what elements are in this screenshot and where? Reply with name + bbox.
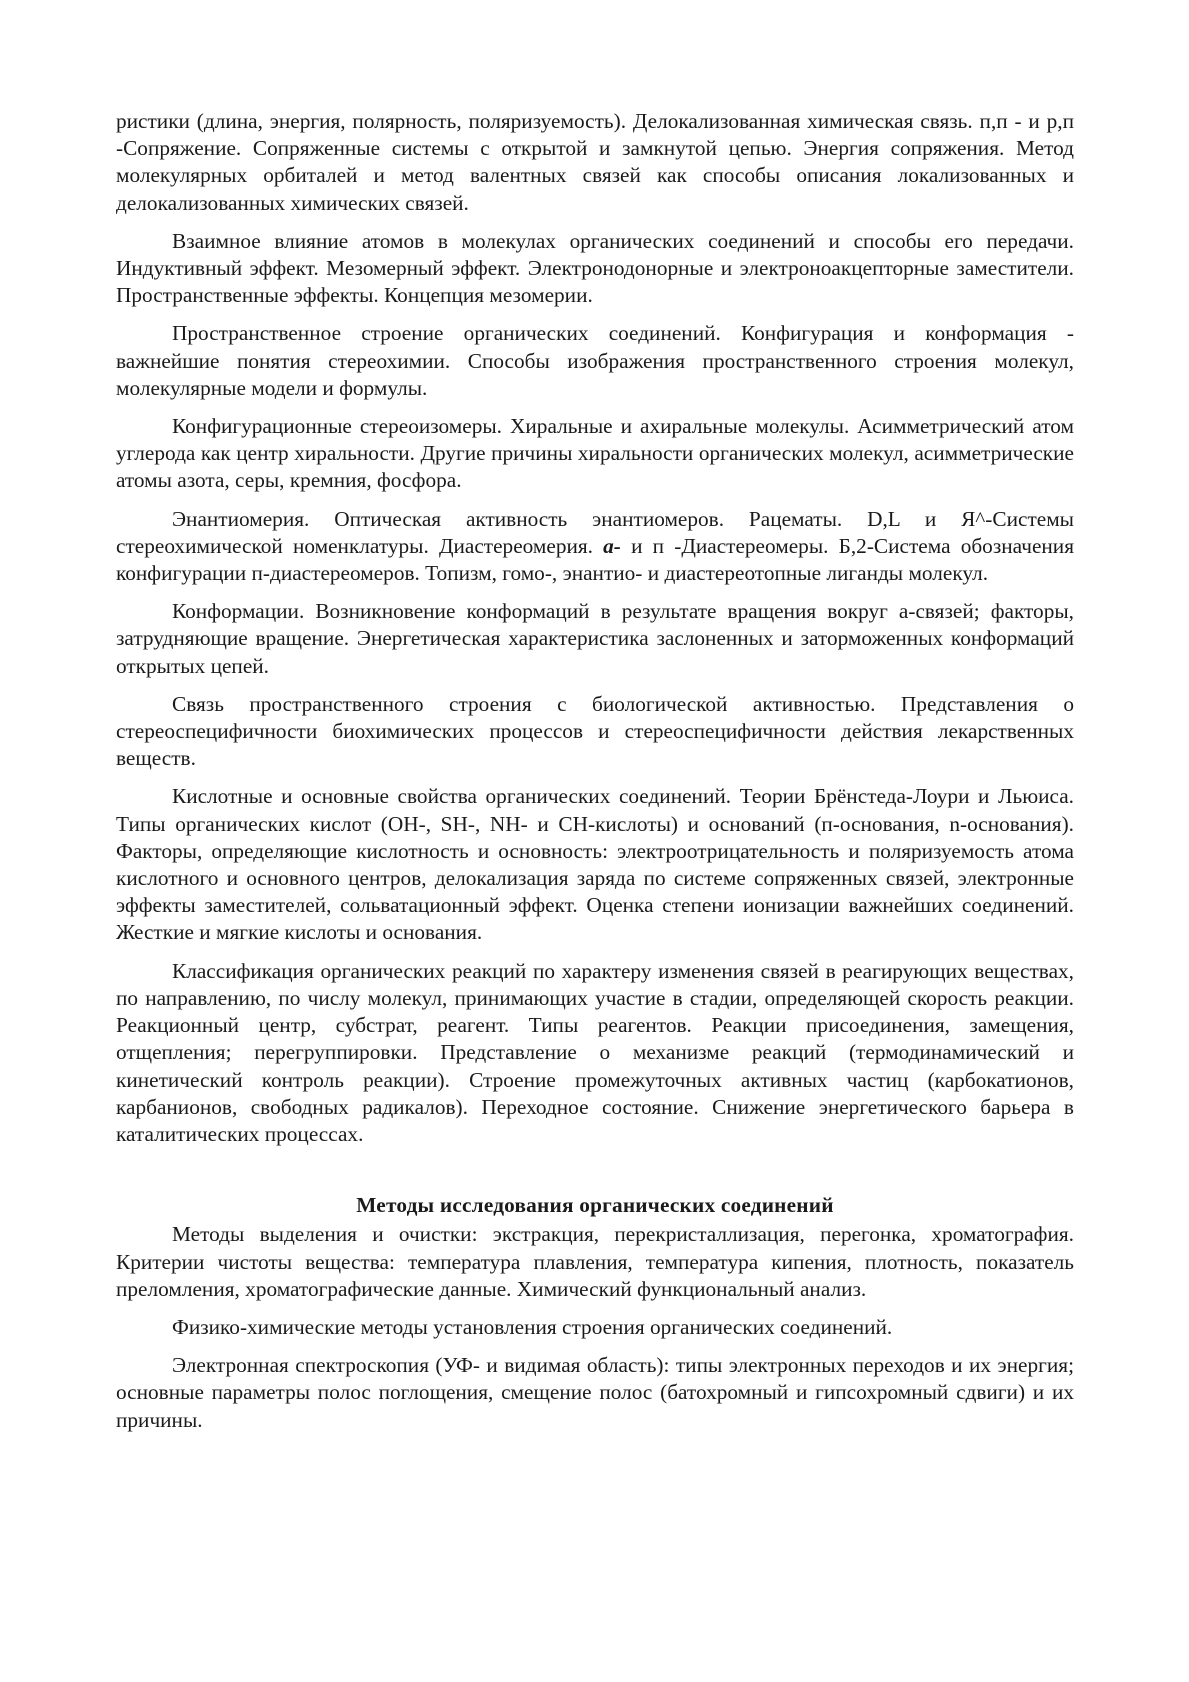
paragraph-mutual-influence: Взаимное влияние атомов в молекулах органических соединений и способы его передачи. Индуктивный эффект. Мезомерный эффект. Электронодонорные и электроноакцепторные заместители. Пространственные эффекты. Концепция мезомерии. (116, 228, 1074, 308)
section-heading: Методы исследования органических соединений (356, 1193, 834, 1218)
enantiomerism-emphasis: а- (603, 533, 621, 558)
paragraph-enantiomerism (116, 506, 1074, 588)
paragraph-acid-base: Кислотные и основные свойства органических соединений. Теории Брёнстеда-Лоури и Льюиса. Типы органических кислот (ОН-, SH-, NH- и СН-кислоты) и оснований (п-основания, n-основания). Факторы, определяющие кислотность и основность: электроотрицательность и поляризуемость атома кислотного и основного центров, делокализация заряда по системе сопряженных связей, электронные эффекты заместителей, сольватационный эффект. Оценка степени ионизации важнейших соединений. Жесткие и мягкие кислоты и основания. (116, 784, 1074, 945)
paragraph-stereoisomers: Конфигурационные стереоизомеры. Хиральные и ахиральные молекулы. Асимметрический атом углерода как центр хиральности. Другие причины хиральности органических молекул, асимметрические атомы азота, серы, кремния, фосфора. (116, 414, 1074, 493)
paragraph-conformations: Конформации. Возникновение конформаций в результате вращения вокруг а-связей; факторы, затрудняющие вращение. Энергетическая характеристика заслоненных и заторможенных конформаций открытых цепей. (116, 599, 1074, 678)
paragraph-spatial-structure: Пространственное строение органических соединений. Конфигурация и конформация - важнейшие понятия стереохимии. Способы изображения пространственного строения молекул, молекулярные модели и формулы. (116, 321, 1074, 400)
enantiomerism-text-end: и п -Диастереомеры. Б,2-Система обозначения конфигурации п-диастереомеров. Топизм, гомо-, энантио- и диастереотопные лиганды молекул. (116, 533, 1074, 586)
paragraph-electronic-spectroscopy: Электронная спектроскопия (УФ- и видимая область): типы электронных переходов и их энергия; основные параметры полос поглощения, смещение полос (батохромный и гипсохромный сдвиги) и их причины. (116, 1353, 1074, 1432)
paragraph-isolation-methods: Методы выделения и очистки: экстракция, перекристаллизация, перегонка, хроматография. Критерии чистоты вещества: температура плавления, температура кипения, плотность, показатель преломления, хроматографические данные. Химический функциональный анализ. (116, 1222, 1074, 1301)
paragraph-bond-characteristics: ристики (длина, энергия, полярность, поляризуемость). Делокализованная химическая связь. п,п - и р,п -Сопряжение. Сопряженные системы с открытой и замкнутой цепью. Энергия сопряжения. Метод молекулярных орбиталей и метод валентных связей как способы описания локализованных и делокализованных химических связей. (116, 109, 1074, 215)
paragraph-reaction-classification: Классификация органических реакций по характеру изменения связей в реагирующих веществах, по направлению, по числу молекул, принимающих участие в стадии, определяющей скорость реакции. Реакционный центр, субстрат, реагент. Типы реагентов. Реакции присоединения, замещения, отщепления; перегруппировки. Представление о механизме реакций (термодинамический и кинетический контроль реакции). Строение промежуточных активных частиц (карбокатионов, карбанионов, свободных радикалов). Переходное состояние. Снижение энергетического барьера в каталитических процессах. (116, 958, 1074, 1146)
paragraph-physchem-methods: Физико-химические методы установления строения органических соединений. (172, 1314, 893, 1339)
document-page (116, 108, 1074, 1445)
paragraph-biological-activity: Связь пространственного строения с биологической активностью. Представления о стереоспецифичности биохимических процессов и стереоспецифичности действия лекарственных веществ. (116, 691, 1074, 771)
enantiomerism-text-start: Энантиомерия. Оптическая активность энантиомеров. Рацематы. D,L и Я^-Системы стереохимической номенклатуры. Диастереомерия. (116, 506, 1074, 558)
